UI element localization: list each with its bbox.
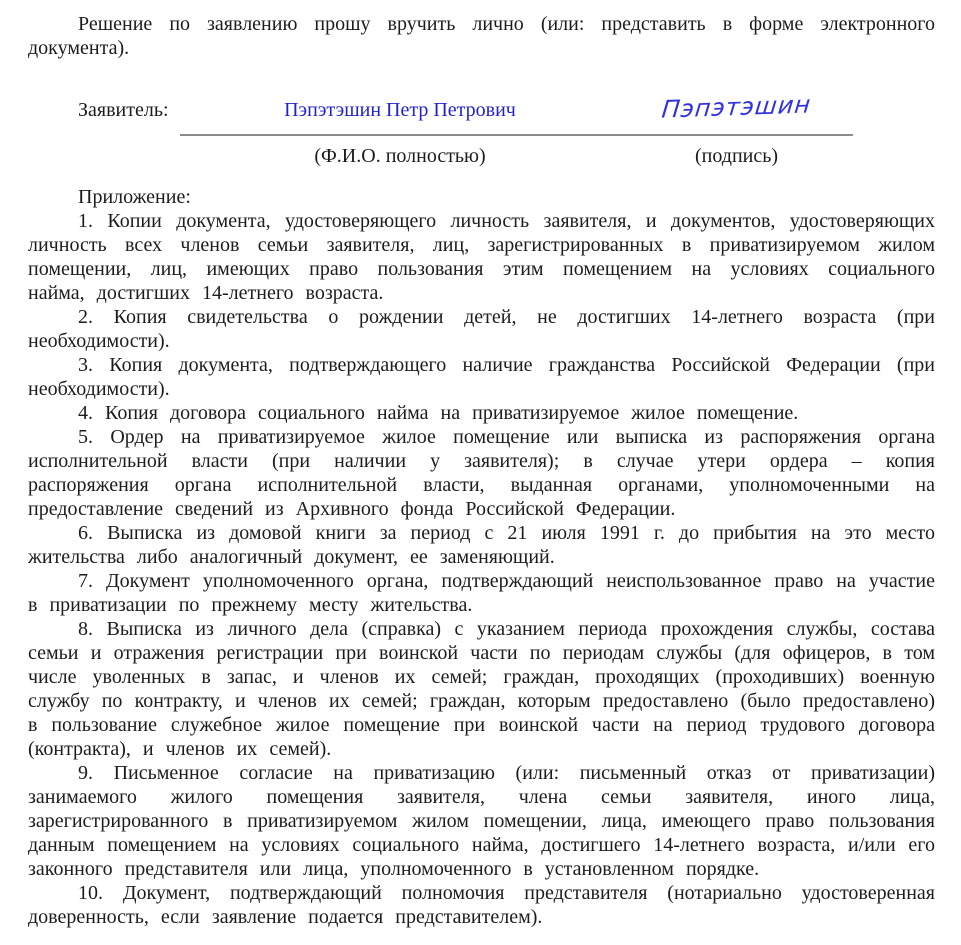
attachment-item-10	[28, 881, 935, 929]
item-text: Копия договора социального найма на приватизируемое жилое помещение.	[105, 402, 799, 424]
attachment-item-4	[28, 401, 935, 425]
attachment-item-9	[28, 761, 935, 881]
attachment-item-2	[28, 305, 935, 353]
item-number: 10.	[78, 882, 103, 904]
item-number: 9.	[78, 762, 93, 784]
applicant-label: Заявитель:	[78, 99, 169, 121]
item-text: Выписка из личного дела (справка) с указанием периода прохождения службы, состава семьи и отражения регистрации при воинской части по периодам службы (для офицеров, в том числе уволенных в запас, и членов их семей; граждан, проходящих (проходивших) военную службу по контракту, и членов их семей; граждан, которым предоставлено (было предоставлено) в пользование служебное жилое помещение при воинской части на период трудового договора (контракта), и членов их семей).	[28, 618, 935, 760]
item-text: Документ уполномоченного органа, подтверждающий неиспользованное право на участие в приватизации по прежнему месту жительства.	[28, 570, 935, 616]
item-number: 3.	[78, 354, 93, 376]
attachment-list	[28, 209, 935, 929]
attachment-item-5	[28, 425, 935, 521]
item-text: Выписка из домовой книги за период с 21 июля 1991 г. до прибытия на это место жительства либо аналогичный документ, ее заменяющий.	[28, 522, 936, 568]
item-text: Письменное согласие на приватизацию (или: письменный отказ от приватизации) занимаемого жилого помещения заявителя, члена семьи заявителя, иного лица, зарегистрированного в приватизируемом жилом помещении, лица, имеющего право пользования данным помещением на условиях социального найма, достигшего 14-летнего возраста, и/или его законного представителя или лица, уполномоченного в установленном порядке.	[28, 762, 935, 880]
item-number: 6.	[78, 522, 93, 544]
intro-paragraph: Решение по заявлению прошу вручить лично (или: представить в форме электронного документа).	[28, 13, 935, 59]
attachment-item-7	[28, 569, 935, 617]
signature-caption: (подпись)	[694, 145, 779, 167]
attachment-item-1	[28, 209, 935, 305]
item-number: 5.	[78, 426, 93, 448]
item-number: 4.	[78, 402, 93, 424]
item-number: 7.	[78, 570, 93, 592]
item-text: Копия свидетельства о рождении детей, не достигших 14-летнего возраста (при необходимости).	[28, 306, 935, 352]
applicant-full-name: Пэпэтэшин Петр Петрович	[284, 99, 516, 121]
item-number: 8.	[78, 618, 93, 640]
item-text: Копия документа, подтверждающего наличие гражданства Российской Федерации (при необходимости).	[28, 354, 935, 400]
signature-line	[180, 134, 853, 136]
attachment-heading: Приложение:	[78, 186, 191, 208]
item-text: Ордер на приватизируемое жилое помещение или выписка из распоряжения органа исполнительной власти (при наличии у заявителя); в случае утери ордера – копия распоряжения органа исполнительной власти, выданная органами, уполномоченными на предоставление сведений из Архивного фонда Российской Федерации.	[28, 426, 935, 520]
item-text: Документ, подтверждающий полномочия представителя (нотариально удостоверенная доверенность, если заявление подается представителем).	[28, 882, 935, 928]
fio-caption: (Ф.И.О. полностью)	[314, 145, 486, 167]
attachment-item-3	[28, 353, 935, 401]
item-number: 1.	[78, 210, 93, 232]
item-number: 2.	[78, 306, 93, 328]
attachment-item-8	[28, 617, 935, 761]
item-text: Копии документа, удостоверяющего личность заявителя, и документов, удостоверяющих личность всех членов семьи заявителя, лиц, зарегистрированных в приватизируемом жилом помещении, лиц, имеющих право пользования этим помещением на условиях социального найма, достигших 14-летнего возраста.	[28, 210, 935, 304]
attachment-item-6	[28, 521, 935, 569]
applicant-signature-block	[28, 90, 935, 170]
applicant-signature: Пэпэтэшин	[660, 90, 813, 124]
